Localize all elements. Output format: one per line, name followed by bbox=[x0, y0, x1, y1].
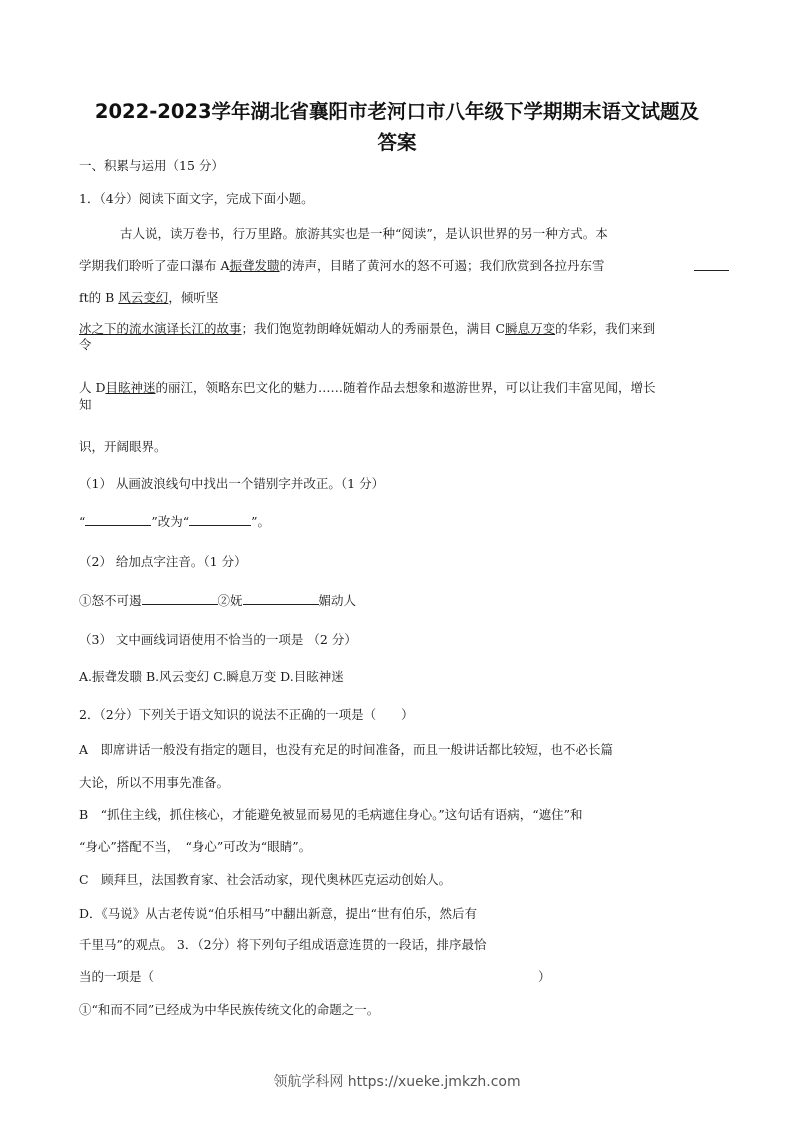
underlined-word-b: 风云变幻 bbox=[118, 290, 169, 305]
question-1-stem: 1．（4分）阅读下面文字，完成下面小题。 bbox=[79, 191, 314, 206]
pinyin-blank-2[interactable] bbox=[243, 591, 319, 605]
passage-line-4 bbox=[79, 321, 655, 337]
passage-text: 的涛声，目睹了黄河水的怒不可遏；我们欣赏到各拉丹东雪 bbox=[279, 258, 605, 273]
passage-line-5-wrap: 知 bbox=[79, 397, 92, 412]
passage-line-2 bbox=[79, 258, 605, 274]
page-title bbox=[60, 96, 734, 158]
option-b-line-2: “身心”搭配不当， “身心”可改为“眼睛”。 bbox=[79, 839, 312, 854]
wavy-underlined-sentence: 冰之下的流水演译长江的故事 bbox=[79, 321, 242, 336]
passage-line-6: 识，开阔眼界。 bbox=[79, 439, 167, 454]
question-3-item-1: ①“和而不同”已经成为中华民族传统文化的命题之一。 bbox=[79, 1002, 380, 1017]
passage-text: 的丽江，领略东巴文化的魅力……随着作品去想象和遨游世界，可以让我们丰富见闻，增长 bbox=[155, 380, 656, 395]
question-3-stem-start: 当的一项是（ bbox=[79, 969, 155, 984]
page-footer-watermark: 领航学科网 https://xueke.jmkzh.com bbox=[273, 1074, 521, 1090]
option-a-line-1: A 即席讲话一般没有指定的题目，也没有充足的时间准备，而且一般讲话都比较短，也不必长篇 bbox=[79, 742, 614, 757]
passage-text: 的华彩，我们来到 bbox=[555, 321, 656, 336]
subquestion-1-answer bbox=[79, 512, 270, 530]
passage-text: ft的 B bbox=[79, 290, 119, 305]
passage-text: 学期我们聆听了壶口瀑布 A bbox=[79, 258, 230, 273]
pinyin-item-2-rest: 媚动人 bbox=[318, 593, 357, 608]
passage-text: ，倾听坚 bbox=[168, 290, 219, 305]
underlined-word-a: 振聋发聩 bbox=[229, 258, 280, 273]
subquestion-2-prompt: （2） 给加点字注音。（1 分） bbox=[79, 554, 247, 569]
pinyin-item-2: ②妩 bbox=[217, 593, 243, 608]
underlined-word-d: 目眩神迷 bbox=[105, 380, 156, 395]
passage-line-5 bbox=[79, 380, 656, 396]
passage-line-1: 古人说，读万卷书，行万里路。旅游其实也是一种“阅读”，是认识世界的另一种方式。本 bbox=[120, 226, 608, 241]
passage-line-4-wrap: 令 bbox=[79, 337, 92, 352]
option-d-line-2: 千里马”的观点。 3．（2分）将下列句子组成语意连贯的一段话，排序最恰 bbox=[79, 937, 487, 952]
option-d-line-1: D．《马说》从古老传说“伯乐相马”中翻出新意，提出“世有伯乐，然后有 bbox=[79, 906, 477, 921]
title-line-2: 答案 bbox=[377, 131, 417, 154]
passage-text: 人 D bbox=[79, 380, 106, 395]
option-a-line-2: 大论，所以不用事先准备。 bbox=[79, 775, 230, 790]
question-2-stem: 2．（2分）下列关于语文知识的说法不正确的一项是（ ） bbox=[79, 707, 414, 722]
answer-blank-wrong-char[interactable] bbox=[85, 512, 151, 526]
quote-close: ”。 bbox=[251, 514, 271, 529]
pinyin-blank-1[interactable] bbox=[142, 591, 218, 605]
quote-open: “ bbox=[79, 514, 86, 529]
subquestion-2-answer bbox=[79, 591, 356, 609]
section-heading: 一、积累与运用（15 分） bbox=[79, 158, 224, 173]
question-3-stem-end: ） bbox=[538, 969, 551, 984]
blank-line-mark bbox=[694, 270, 729, 271]
underlined-word-c: 瞬息万变 bbox=[505, 321, 556, 336]
answer-connector: ”改为“ bbox=[151, 514, 190, 529]
title-line-1: 2022-2023学年湖北省襄阳市老河口市八年级下学期期末语文试题及 bbox=[94, 100, 700, 123]
answer-blank-correct-char[interactable] bbox=[189, 512, 251, 526]
pinyin-item-1: ①怒不可遏 bbox=[79, 593, 142, 608]
passage-text: ；我们饱览勃朗峰妩媚动人的秀丽景色，满目 C bbox=[241, 321, 506, 336]
subquestion-3-prompt: （3） 文中画线词语使用不恰当的一项是 （2 分） bbox=[79, 632, 357, 647]
subquestion-1-prompt: （1） 从画波浪线句中找出一个错别字并改正。（1 分） bbox=[79, 476, 385, 491]
subquestion-3-options: A.振聋发聩 B.风云变幻 C.瞬息万变 D.目眩神迷 bbox=[79, 669, 344, 684]
passage-line-3 bbox=[79, 290, 218, 306]
option-c-line-1: C 顾拜旦，法国教育家、社会活动家，现代奥林匹克运动创始人。 bbox=[79, 872, 452, 887]
option-b-line-1: B “抓住主线，抓住核心，才能避免被显而易见的毛病遮住身心。”这句话有语病，“遮住”和 bbox=[79, 807, 583, 822]
